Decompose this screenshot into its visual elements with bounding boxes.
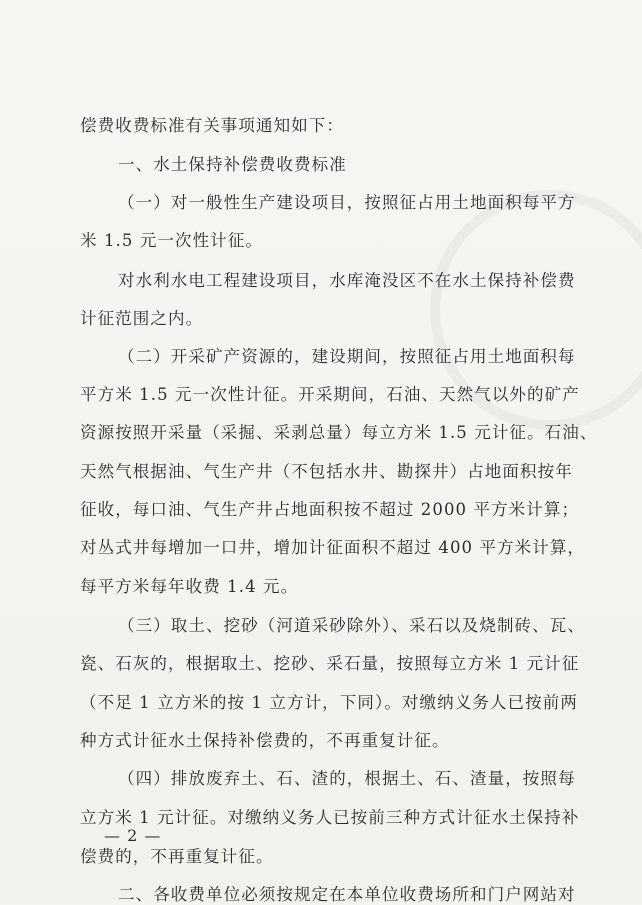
text-line: 偿费收费标准有关事项通知如下：: [80, 116, 344, 135]
text-line: 偿费的，不再重复计征。: [80, 847, 274, 866]
text-line: 米 1.5 元一次性计征。: [80, 231, 264, 250]
text-line: 对丛式井每增加一口井，增加计征面积不超过 400 平方米计算，: [80, 538, 586, 557]
text-line: （一）对一般性生产建设项目，按照征占用土地面积每平方: [118, 193, 576, 212]
page-number: — 2 —: [104, 826, 162, 845]
text-line: （二）开采矿产资源的，建设期间，按照征占用土地面积每: [118, 347, 576, 366]
text-line: （四）排放废弃土、石、渣的，根据土、石、渣量，按照每: [118, 769, 576, 788]
text-line: （不足 1 立方米的按 1 立方计，下同）。对缴纳义务人已按前两: [80, 693, 578, 712]
text-line: 一、水土保持补偿费收费标准: [118, 155, 347, 174]
text-line: 平方米 1.5 元一次性计征。开采期间，石油、天然气以外的矿产: [80, 385, 580, 404]
text-line: 征收，每口油、气生产井占地面积按不超过 2000 平方米计算；: [80, 500, 580, 519]
text-line: （三）取土、挖砂（河道采砂除外）、采石以及烧制砖、瓦、: [118, 616, 585, 635]
text-line: 资源按照开采量（采掘、采剥总量）每立方米 1.5 元计征。石油、: [80, 423, 598, 442]
text-line: 二、各收费单位必须按规定在本单位收费场所和门户网站对: [118, 885, 576, 904]
text-line: 瓷、石灰的，根据取土、挖砂、采石量，按照每立方米 1 元计征: [80, 654, 580, 673]
text-line: 种方式计征水土保持补偿费的，不再重复计征。: [80, 731, 450, 750]
text-line: 天然气根据油、气生产井（不包括水井、勘探井）占地面积按年: [80, 462, 573, 481]
text-line: 计征范围之内。: [80, 309, 204, 328]
text-line: 对水利水电工程建设项目，水库淹没区不在水土保持补偿费: [118, 271, 576, 290]
text-line: 立方米 1 元计征。对缴纳义务人已按前三种方式计征水土保持补: [80, 808, 580, 827]
text-line: 每平方米每年收费 1.4 元。: [80, 577, 299, 596]
